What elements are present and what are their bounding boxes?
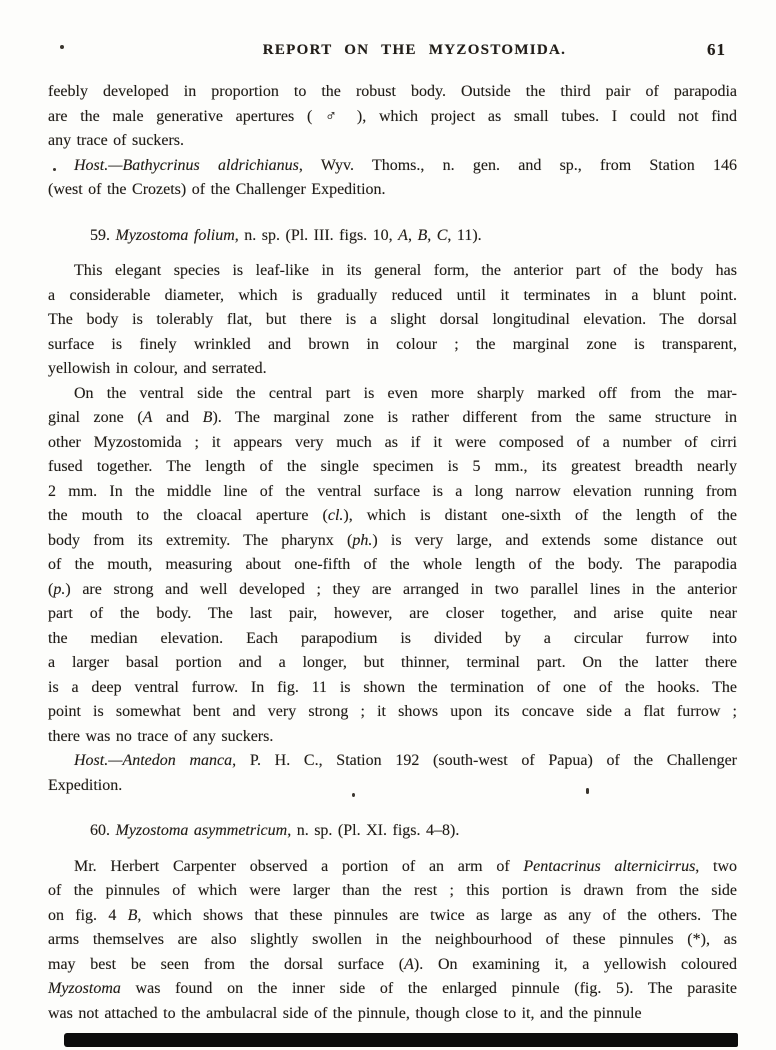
species-heading: [48, 819, 737, 844]
text-line: [48, 178, 737, 203]
text: and: [152, 409, 203, 426]
italic-text: p.: [53, 580, 66, 598]
text: a considerable diameter, which is gradually reduced until it terminates in a blunt point.: [48, 286, 737, 304]
text: 59.: [90, 226, 116, 244]
text: , P. H. C., Station 192 (south-west of Papua) of the Challenger: [232, 752, 738, 769]
italic-text: Host.—Bathycrinus aldrichianus: [74, 156, 299, 174]
text: 60.: [90, 822, 116, 839]
text: the median elevation. Each parapodium is divided by a circular furrow into: [48, 629, 737, 647]
page-body: [48, 80, 737, 1026]
page-number: 61: [707, 40, 726, 59]
text: of the pinnules of which were larger than the rest ; this portion is drawn from the side: [48, 882, 737, 899]
text: , two: [695, 857, 738, 875]
text-line: [48, 700, 737, 725]
text: ), which is distant one-sixth of the length of the: [343, 507, 737, 524]
paragraph: [48, 259, 737, 382]
text: The body is tolerably flat, but there is a slight dorsal longitudinal elevation. The dorsal: [48, 311, 737, 328]
text-line: [48, 129, 737, 154]
running-head-row: [48, 41, 737, 59]
text: , n. sp. (Pl. III. figs. 10,: [234, 226, 399, 244]
text-line: [48, 1002, 737, 1027]
paragraph: [48, 80, 737, 154]
text: was found on the inner side of the enlarged pinnule (fig. 5). The parasite: [120, 980, 737, 997]
text-line: [48, 578, 737, 603]
text: , n. sp. (Pl. XI. figs. 4–8).: [287, 822, 460, 839]
text-line: [48, 904, 737, 929]
text-line: [48, 749, 737, 774]
text: , 11).: [447, 226, 482, 244]
text: may best be seen from the dorsal surface (: [48, 955, 405, 973]
paragraph: [48, 154, 737, 203]
scan-speck: [586, 788, 589, 794]
text-line: [48, 855, 737, 880]
text-line: [48, 333, 737, 358]
text: was not attached to the ambulacral side of the pinnule, though close to it, and the pinnule: [48, 1004, 642, 1022]
text-line: [48, 879, 737, 904]
text-line: [48, 284, 737, 309]
text: ) is very large, and extends some distance out: [372, 531, 738, 549]
text-line: [48, 819, 737, 844]
text: This elegant species is leaf-like in its general form, the anterior part of the body has: [74, 262, 737, 279]
italic-text: B: [202, 409, 213, 426]
italic-text: Host.—Antedon manca: [74, 752, 233, 769]
paragraph: [48, 749, 737, 798]
text: other Myzostomida ; it appears very much as if it were composed of a number of cirri: [48, 433, 737, 451]
text: body from its extremity. The pharynx (: [48, 531, 353, 549]
text: ginal zone (: [48, 409, 143, 426]
italic-text: Myzostoma: [48, 980, 121, 997]
page-edge-shadow: [64, 1033, 738, 1047]
italic-text: cl.: [327, 507, 344, 524]
text: On the ventral side the central part is even more sharply marked off from the mar-: [74, 384, 737, 402]
text: arms themselves are also slightly swollen in the neighbourhood of these pinnules (*), as: [48, 931, 737, 948]
text-line: [48, 953, 737, 978]
italic-text: A: [404, 955, 414, 973]
text: surface is finely wrinkled and brown in colour ; the marginal zone is transparent,: [48, 335, 737, 353]
text-line: [48, 676, 737, 701]
italic-text: B: [417, 226, 428, 244]
paragraph: [48, 855, 737, 1027]
text: on fig. 4: [48, 906, 128, 924]
scan-speck: [352, 793, 355, 797]
italic-text: Myzostoma asymmetricum: [115, 822, 288, 839]
text-line: [48, 480, 737, 505]
text-line: [48, 651, 737, 676]
text-line: [48, 308, 737, 333]
running-head: REPORT ON THE MYZOSTOMIDA.: [262, 42, 567, 58]
text: ). On examining it, a yellowish coloured: [413, 955, 737, 973]
text: Mr. Herbert Carpenter observed a portion of an arm of: [74, 857, 524, 875]
text-line: [48, 774, 737, 799]
text-line: [48, 928, 737, 953]
text: yellowish in colour, and serrated.: [48, 360, 267, 377]
italic-text: Pentacrinus alternicirrus: [523, 857, 696, 875]
text-line: [48, 224, 737, 249]
text-line: [48, 259, 737, 284]
text: point is somewhat bent and very strong ; it shows upon its concave side a flat furrow ;: [48, 703, 737, 720]
text: there was no trace of any suckers.: [48, 727, 274, 745]
text-line: [48, 627, 737, 652]
text-line: [48, 504, 737, 529]
text: , which shows that these pinnules are twice as large as any of the others. The: [137, 906, 737, 924]
text: the mouth to the cloacal aperture (: [48, 507, 328, 524]
text: of the mouth, measuring about one-fifth of the whole length of the body. The parapodia: [48, 556, 737, 573]
text: are the male generative apertures ( ♂ ), which project as small tubes. I could not find: [48, 107, 737, 125]
text: 2 mm. In the middle line of the ventral surface is a long narrow elevation running from: [48, 482, 737, 500]
scan-speck: [53, 168, 56, 171]
text-line: [48, 977, 737, 1002]
text-line: [48, 406, 737, 431]
text-line: [48, 80, 737, 105]
text-line: [48, 357, 737, 382]
text: feebly developed in proportion to the robust body. Outside the third pair of parapodia: [48, 83, 737, 100]
text: is a deep ventral furrow. In fig. 11 is shown the termination of one of the hooks. The: [48, 678, 737, 696]
text-line: [48, 725, 737, 750]
text: ). The marginal zone is rather different from the same structure in: [212, 409, 738, 426]
italic-text: C: [436, 226, 448, 244]
text-line: [48, 154, 737, 179]
text: , Wyv. Thoms., n. gen. and sp., from Station 146: [298, 156, 737, 174]
text: (west of the Crozets) of the Challenger Expedition.: [48, 181, 386, 198]
italic-text: Myzostoma folium: [115, 226, 235, 244]
text-line: [48, 529, 737, 554]
text-line: [48, 553, 737, 578]
text: ,: [427, 226, 437, 244]
text: (: [48, 580, 54, 598]
text: ) are strong and well developed ; they are arranged in two parallel lines in the anterior: [65, 580, 737, 598]
text: fused together. The length of the single specimen is 5 mm., its greatest breadth nearly: [48, 458, 737, 475]
text: Expedition.: [48, 776, 123, 794]
scan-speck: [60, 45, 64, 49]
text-line: [48, 105, 737, 130]
text-line: [48, 382, 737, 407]
italic-text: B: [127, 906, 138, 924]
italic-text: A: [142, 409, 153, 426]
italic-text: ph.: [352, 531, 373, 549]
text: part of the body. The last pair, however, are closer together, and arise quite near: [48, 605, 737, 622]
text: any trace of suckers.: [48, 132, 184, 149]
text-line: [48, 602, 737, 627]
text: ,: [407, 226, 418, 244]
paragraph: [48, 382, 737, 750]
species-heading: [48, 224, 737, 249]
text: a larger basal portion and a longer, but thinner, terminal part. On the latter there: [48, 654, 737, 671]
italic-text: A: [398, 226, 408, 244]
text-line: [48, 431, 737, 456]
text-line: [48, 455, 737, 480]
